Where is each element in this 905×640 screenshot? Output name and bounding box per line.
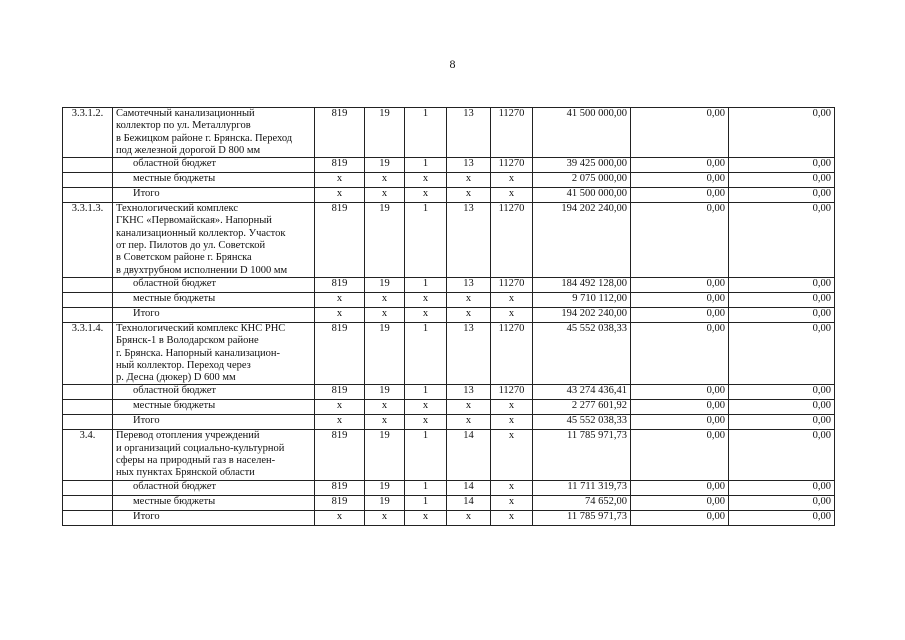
- amount-cell: 41 500 000,00: [533, 188, 631, 203]
- value-1-cell: 0,00: [631, 495, 729, 510]
- code-5-cell: 11270: [491, 385, 533, 400]
- item-name-cell: [113, 158, 315, 173]
- item-number-cell: [63, 415, 113, 430]
- code-3-cell: х: [405, 173, 447, 188]
- value-1-cell: 0,00: [631, 158, 729, 173]
- code-1-cell: х: [315, 292, 365, 307]
- table-row-sub: [63, 510, 835, 525]
- item-number-cell: [63, 158, 113, 173]
- item-name-cell: [113, 495, 315, 510]
- table-row-sub: [63, 495, 835, 510]
- value-1-cell: 0,00: [631, 510, 729, 525]
- value-2-cell: 0,00: [729, 430, 835, 480]
- code-5-cell: х: [491, 430, 533, 480]
- page-number: 8: [449, 57, 456, 71]
- code-5-cell: 11270: [491, 322, 533, 384]
- item-name-line: Технологический комплекс: [116, 203, 239, 215]
- item-name-cell: [113, 415, 315, 430]
- code-2-cell: 19: [365, 108, 405, 158]
- code-1-cell: 819: [315, 277, 365, 292]
- item-name-line: местные бюджеты: [133, 173, 216, 185]
- item-number-cell: [63, 385, 113, 400]
- value-2-cell: 0,00: [729, 510, 835, 525]
- item-name-cell: [113, 307, 315, 322]
- item-name-line: областной бюджет: [133, 385, 216, 397]
- code-4-cell: 14: [447, 480, 491, 495]
- code-1-cell: 819: [315, 108, 365, 158]
- table-row-sub: [63, 480, 835, 495]
- item-name-cell: [113, 385, 315, 400]
- amount-cell: 74 652,00: [533, 495, 631, 510]
- code-4-cell: х: [447, 307, 491, 322]
- code-2-cell: х: [365, 400, 405, 415]
- item-name-line: местные бюджеты: [133, 495, 216, 507]
- code-2-cell: 19: [365, 203, 405, 278]
- code-5-cell: 11270: [491, 203, 533, 278]
- code-3-cell: 1: [405, 158, 447, 173]
- value-2-cell: 0,00: [729, 415, 835, 430]
- value-1-cell: 0,00: [631, 277, 729, 292]
- amount-cell: 11 785 971,73: [533, 430, 631, 480]
- code-5-cell: х: [491, 510, 533, 525]
- code-2-cell: 19: [365, 430, 405, 480]
- item-name-line: Перевод отопления учреждений: [116, 430, 260, 442]
- value-2-cell: 0,00: [729, 322, 835, 384]
- code-3-cell: 1: [405, 430, 447, 480]
- item-name-cell: [113, 203, 315, 278]
- code-5-cell: х: [491, 292, 533, 307]
- code-1-cell: 819: [315, 480, 365, 495]
- code-2-cell: 19: [365, 385, 405, 400]
- amount-cell: 45 552 038,33: [533, 415, 631, 430]
- value-2-cell: 0,00: [729, 277, 835, 292]
- item-name-cell: [113, 173, 315, 188]
- table-row-item: [63, 108, 835, 158]
- item-name-line: Брянск-1 в Володарском районе: [116, 335, 259, 347]
- value-1-cell: 0,00: [631, 415, 729, 430]
- code-5-cell: х: [491, 415, 533, 430]
- code-3-cell: 1: [405, 480, 447, 495]
- item-name-cell: [113, 277, 315, 292]
- code-4-cell: 13: [447, 385, 491, 400]
- amount-cell: 11 711 319,73: [533, 480, 631, 495]
- item-name-line: областной бюджет: [133, 480, 216, 492]
- code-4-cell: х: [447, 415, 491, 430]
- code-1-cell: 819: [315, 385, 365, 400]
- code-4-cell: 14: [447, 495, 491, 510]
- item-name-line: ГКНС «Первомайская». Напорный: [116, 215, 272, 227]
- item-number-cell: [63, 173, 113, 188]
- code-5-cell: 11270: [491, 108, 533, 158]
- code-2-cell: х: [365, 188, 405, 203]
- table-row-item: [63, 322, 835, 384]
- item-name-cell: [113, 480, 315, 495]
- code-2-cell: х: [365, 292, 405, 307]
- item-name-line: под железной дорогой D 800 мм: [116, 144, 261, 156]
- value-2-cell: 0,00: [729, 158, 835, 173]
- code-5-cell: х: [491, 400, 533, 415]
- item-number-cell: [63, 307, 113, 322]
- amount-cell: 194 202 240,00: [533, 307, 631, 322]
- item-number-cell: [63, 400, 113, 415]
- amount-cell: 39 425 000,00: [533, 158, 631, 173]
- code-3-cell: х: [405, 188, 447, 203]
- item-number-cell: 3.3.1.2.: [63, 108, 113, 158]
- value-2-cell: 0,00: [729, 385, 835, 400]
- code-5-cell: 11270: [491, 158, 533, 173]
- item-name-line: областной бюджет: [133, 277, 216, 289]
- code-4-cell: х: [447, 173, 491, 188]
- code-3-cell: 1: [405, 203, 447, 278]
- item-name-line: Технологический комплекс КНС РНС: [116, 322, 286, 334]
- value-1-cell: 0,00: [631, 173, 729, 188]
- value-2-cell: 0,00: [729, 108, 835, 158]
- item-name-line: местные бюджеты: [133, 400, 216, 412]
- item-name-line: р. Десна (дюкер) D 600 мм: [116, 372, 236, 384]
- code-3-cell: х: [405, 292, 447, 307]
- code-3-cell: х: [405, 415, 447, 430]
- item-name-line: сферы на природный газ в населен-: [116, 455, 276, 467]
- code-1-cell: 819: [315, 158, 365, 173]
- value-1-cell: 0,00: [631, 385, 729, 400]
- table-row-item: [63, 203, 835, 278]
- item-name-line: ный коллектор. Переход через: [116, 359, 251, 371]
- item-name-cell: [113, 188, 315, 203]
- amount-cell: 194 202 240,00: [533, 203, 631, 278]
- code-4-cell: 13: [447, 322, 491, 384]
- code-2-cell: 19: [365, 480, 405, 495]
- code-2-cell: 19: [365, 158, 405, 173]
- code-3-cell: х: [405, 307, 447, 322]
- item-name-line: Самотечный канализационный: [116, 108, 255, 119]
- code-5-cell: х: [491, 495, 533, 510]
- value-2-cell: 0,00: [729, 480, 835, 495]
- item-name-line: г. Брянска. Напорный канализацион-: [116, 347, 281, 359]
- item-number-cell: 3.3.1.4.: [63, 322, 113, 384]
- item-name-line: ных пунктах Брянской области: [116, 467, 255, 479]
- item-number-cell: 3.4.: [63, 430, 113, 480]
- value-2-cell: 0,00: [729, 400, 835, 415]
- item-number-cell: [63, 480, 113, 495]
- code-4-cell: 14: [447, 430, 491, 480]
- value-1-cell: 0,00: [631, 203, 729, 278]
- value-1-cell: 0,00: [631, 400, 729, 415]
- code-5-cell: х: [491, 307, 533, 322]
- code-3-cell: 1: [405, 108, 447, 158]
- item-name-line: коллектор по ул. Металлургов: [116, 120, 251, 132]
- item-name-cell: [113, 510, 315, 525]
- item-name-line: и организаций социально-культурной: [116, 442, 285, 454]
- code-1-cell: х: [315, 400, 365, 415]
- table-row-sub: [63, 188, 835, 203]
- code-4-cell: 13: [447, 203, 491, 278]
- item-name-cell: [113, 400, 315, 415]
- table-row-sub: [63, 173, 835, 188]
- item-name-line: в Бежицком районе г. Брянска. Переход: [116, 132, 293, 144]
- code-1-cell: х: [315, 173, 365, 188]
- code-4-cell: х: [447, 188, 491, 203]
- item-name-cell: [113, 322, 315, 384]
- table-row-sub: [63, 292, 835, 307]
- value-2-cell: 0,00: [729, 188, 835, 203]
- amount-cell: 2 075 000,00: [533, 173, 631, 188]
- value-1-cell: 0,00: [631, 307, 729, 322]
- value-2-cell: 0,00: [729, 292, 835, 307]
- code-1-cell: х: [315, 307, 365, 322]
- item-number-cell: [63, 188, 113, 203]
- code-4-cell: 13: [447, 277, 491, 292]
- value-1-cell: 0,00: [631, 322, 729, 384]
- value-1-cell: 0,00: [631, 108, 729, 158]
- amount-cell: 11 785 971,73: [533, 510, 631, 525]
- code-2-cell: 19: [365, 277, 405, 292]
- code-3-cell: 1: [405, 277, 447, 292]
- code-2-cell: х: [365, 415, 405, 430]
- item-name-cell: [113, 108, 315, 158]
- item-name-line: в Советском районе г. Брянска: [116, 252, 252, 264]
- item-name-line: областной бюджет: [133, 158, 216, 170]
- value-2-cell: 0,00: [729, 173, 835, 188]
- code-4-cell: х: [447, 510, 491, 525]
- value-2-cell: 0,00: [729, 307, 835, 322]
- item-number-cell: [63, 277, 113, 292]
- code-3-cell: 1: [405, 322, 447, 384]
- table-row-item: [63, 430, 835, 480]
- item-number-cell: 3.3.1.3.: [63, 203, 113, 278]
- code-1-cell: х: [315, 510, 365, 525]
- value-1-cell: 0,00: [631, 480, 729, 495]
- code-1-cell: х: [315, 415, 365, 430]
- amount-cell: 41 500 000,00: [533, 108, 631, 158]
- code-4-cell: х: [447, 400, 491, 415]
- item-number-cell: [63, 495, 113, 510]
- code-1-cell: х: [315, 188, 365, 203]
- table-row-sub: [63, 415, 835, 430]
- amount-cell: 43 274 436,41: [533, 385, 631, 400]
- code-3-cell: х: [405, 510, 447, 525]
- code-4-cell: 13: [447, 158, 491, 173]
- code-1-cell: 819: [315, 203, 365, 278]
- item-name-line: Итого: [133, 188, 160, 200]
- amount-cell: 9 710 112,00: [533, 292, 631, 307]
- item-name-line: от пер. Пилотов до ул. Советской: [116, 240, 266, 252]
- table-row-sub: [63, 158, 835, 173]
- value-1-cell: 0,00: [631, 188, 729, 203]
- value-1-cell: 0,00: [631, 292, 729, 307]
- code-2-cell: х: [365, 307, 405, 322]
- amount-cell: 184 492 128,00: [533, 277, 631, 292]
- item-number-cell: [63, 510, 113, 525]
- code-3-cell: х: [405, 400, 447, 415]
- code-2-cell: х: [365, 510, 405, 525]
- item-name-line: Итого: [133, 510, 160, 522]
- table-row-sub: [63, 385, 835, 400]
- item-name-line: канализационный коллектор. Участок: [116, 227, 286, 239]
- code-5-cell: 11270: [491, 277, 533, 292]
- item-name-cell: [113, 430, 315, 480]
- code-2-cell: х: [365, 173, 405, 188]
- item-name-cell: [113, 292, 315, 307]
- code-5-cell: х: [491, 173, 533, 188]
- item-name-line: Итого: [133, 415, 160, 427]
- item-name-line: местные бюджеты: [133, 292, 216, 304]
- budget-table: [62, 107, 835, 526]
- code-1-cell: 819: [315, 430, 365, 480]
- code-4-cell: х: [447, 292, 491, 307]
- amount-cell: 45 552 038,33: [533, 322, 631, 384]
- code-1-cell: 819: [315, 495, 365, 510]
- amount-cell: 2 277 601,92: [533, 400, 631, 415]
- value-2-cell: 0,00: [729, 203, 835, 278]
- code-3-cell: 1: [405, 495, 447, 510]
- table-row-sub: [63, 277, 835, 292]
- code-3-cell: 1: [405, 385, 447, 400]
- value-2-cell: 0,00: [729, 495, 835, 510]
- code-2-cell: 19: [365, 322, 405, 384]
- code-5-cell: х: [491, 188, 533, 203]
- code-1-cell: 819: [315, 322, 365, 384]
- value-1-cell: 0,00: [631, 430, 729, 480]
- table-row-sub: [63, 400, 835, 415]
- code-4-cell: 13: [447, 108, 491, 158]
- item-name-line: в двухтрубном исполнении D 1000 мм: [116, 264, 288, 276]
- code-5-cell: х: [491, 480, 533, 495]
- table-row-sub: [63, 307, 835, 322]
- item-name-line: Итого: [133, 307, 160, 319]
- code-2-cell: 19: [365, 495, 405, 510]
- item-number-cell: [63, 292, 113, 307]
